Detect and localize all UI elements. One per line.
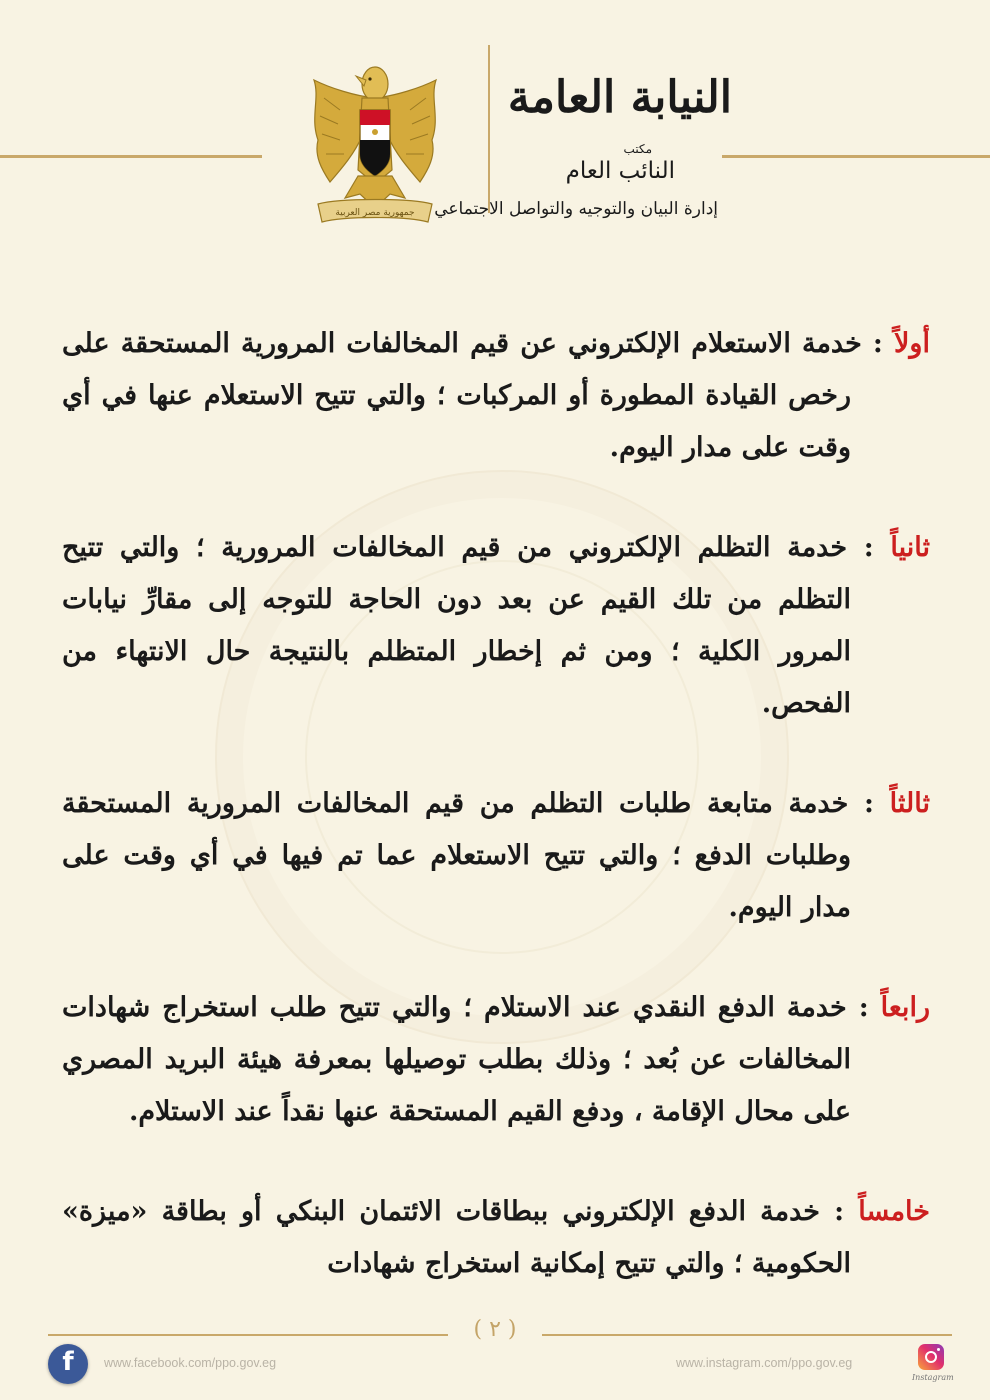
facebook-link[interactable]: www.facebook.com/ppo.gov.eg	[104, 1356, 277, 1370]
header-divider	[488, 45, 490, 213]
item-label: خامساً	[858, 1196, 930, 1227]
footer-rule-right	[542, 1334, 952, 1336]
eagle-emblem-icon	[300, 58, 450, 234]
item-label: أولاً	[894, 328, 930, 359]
page-number: ( ٢ )	[473, 1317, 517, 1342]
service-item: خامساً : خدمة الدفع الإلكتروني ببطاقات الائتمان البنكي أو بطاقة «ميزة» الحكومية ؛ والتي تتيح إمكانية استخراج شهادات	[62, 1196, 930, 1279]
service-item: ثانياً : خدمة التظلم الإلكتروني من قيم المخالفات المرورية ؛ والتي تتيح التظلم من تلك القيم عن بعد دون الحاجة للتوجه إلى مقارِّ نيابات المرور الكلية ؛ ومن ثم إخطار المتظلم بالنتيجة حال الانتهاء من الفحص.	[62, 532, 930, 719]
instagram-icon[interactable]	[918, 1344, 944, 1370]
facebook-icon[interactable]: f	[48, 1344, 88, 1384]
item-text: خدمة الدفع النقدي عند الاستلام ؛ والتي تتيح طلب استخراج شهادات المخالفات عن بُعد ؛ وذلك بطلب توصيلها بمعرفة هيئة البريد المصري على محال الإقامة ، ودفع القيم المستحقة عنها نقداً عند الاستلام.	[62, 992, 851, 1127]
service-item: ثالثاً : خدمة متابعة طلبات التظلم من قيم المخالفات المرورية المستحقة وطلبات الدفع ؛ والتي تتيح الاستعلام عما تم فيها في أي وقت على مدار اليوم.	[62, 788, 930, 923]
instagram-label: Instagram	[912, 1373, 954, 1382]
item-text: خدمة متابعة طلبات التظلم من قيم المخالفات المرورية المستحقة وطلبات الدفع ؛ والتي تتيح الاستعلام عما تم فيها في أي وقت على مدار اليوم.	[62, 788, 851, 923]
item-text: خدمة الدفع الإلكتروني ببطاقات الائتمان البنكي أو بطاقة «ميزة» الحكومية ؛ والتي تتيح إمكانية استخراج شهادات	[62, 1196, 851, 1279]
instagram-link[interactable]: www.instagram.com/ppo.gov.eg	[676, 1356, 853, 1370]
item-text: خدمة الاستعلام الإلكتروني عن قيم المخالفات المرورية المستحقة على رخص القيادة المطورة أو المركبات ؛ والتي تتيح الاستعلام عنها في أي وقت على مدار اليوم.	[62, 328, 862, 463]
office-subtitle: النائب العام	[565, 158, 675, 184]
item-label: ثانياً	[890, 532, 930, 563]
header-rule-left	[0, 155, 262, 158]
emblem-caption: جمهورية مصر العربية	[335, 208, 415, 218]
header-rule-right	[722, 155, 990, 158]
service-item: أولاً : خدمة الاستعلام الإلكتروني عن قيم المخالفات المرورية المستحقة على رخص القيادة المطورة أو المركبات ؛ والتي تتيح الاستعلام عنها في أي وقت على مدار اليوم.	[62, 328, 930, 463]
item-label: رابعاً	[880, 992, 930, 1023]
footer-rule-left	[48, 1334, 448, 1336]
services-list	[62, 318, 930, 1338]
office-subtitle-small: مكتب	[623, 142, 652, 156]
item-label: ثالثاً	[889, 788, 930, 819]
department-name: إدارة البيان والتوجيه والتواصل الاجتماعي	[434, 199, 718, 219]
service-item: رابعاً : خدمة الدفع النقدي عند الاستلام ؛ والتي تتيح طلب استخراج شهادات المخالفات عن بُعد ؛ وذلك بطلب توصيلها بمعرفة هيئة البريد المصري على محال الإقامة ، ودفع القيم المستحقة عنها نقداً عند الاستلام.	[62, 992, 930, 1127]
office-title: النيابة العامة	[507, 72, 732, 123]
item-text: خدمة التظلم الإلكتروني من قيم المخالفات المرورية ؛ والتي تتيح التظلم من تلك القيم عن بعد دون الحاجة للتوجه إلى مقارِّ نيابات المرور الكلية ؛ ومن ثم إخطار المتظلم بالنتيجة حال الانتهاء من الفحص.	[62, 532, 851, 719]
